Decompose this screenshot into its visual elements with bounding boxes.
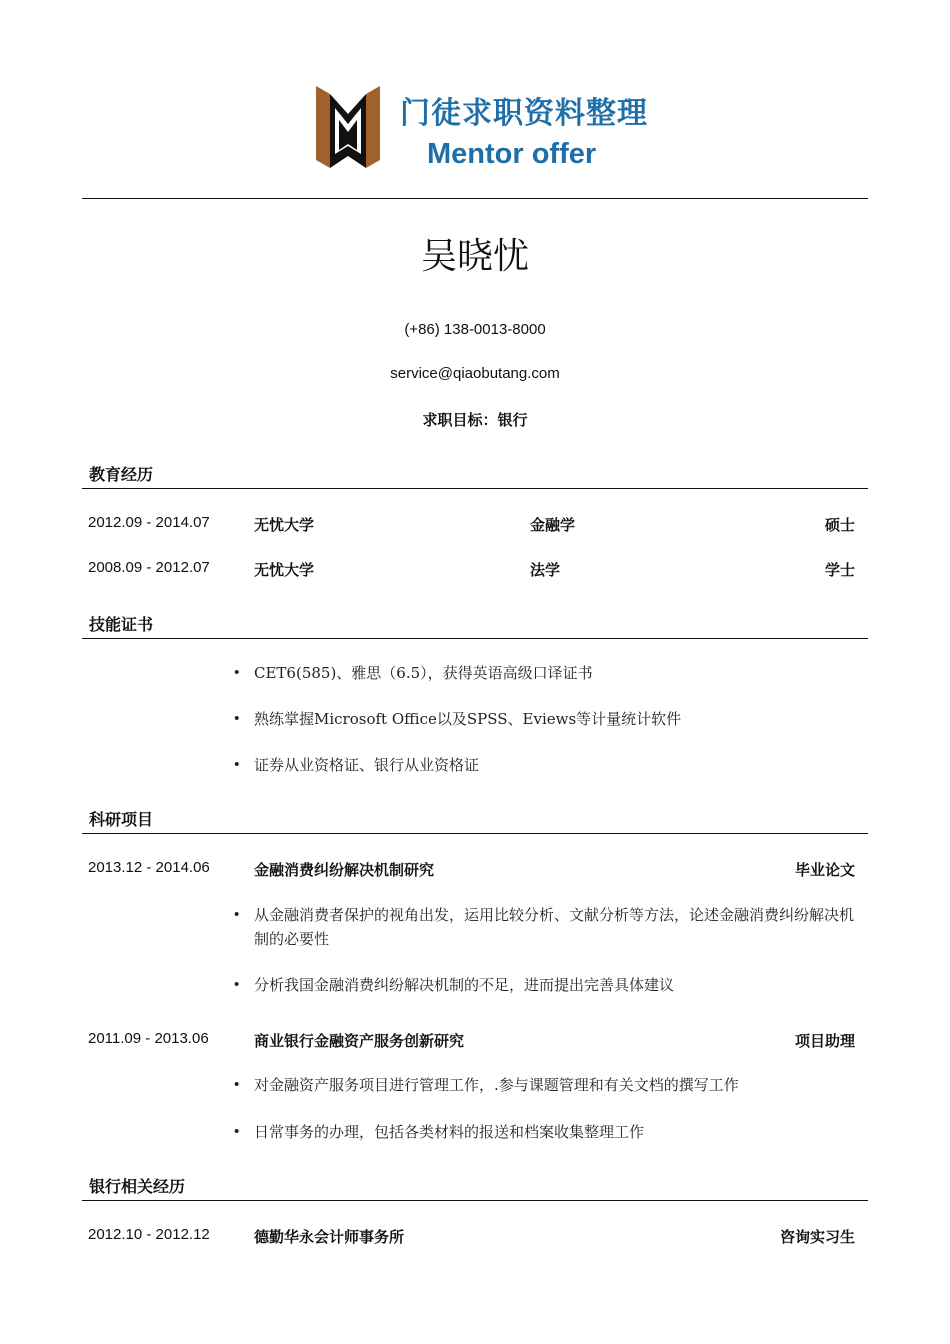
bullet-icon: •: [234, 710, 240, 727]
education-degree: 学士: [824, 561, 855, 579]
skill-item: • CET6(585)、雅思（6.5），获得英语高级口译证书: [234, 661, 864, 685]
education-date: 2008.09 - 2012.07: [88, 559, 210, 576]
education-major: 法学: [530, 561, 561, 579]
experience-date: 2012.10 - 2012.12: [88, 1226, 210, 1243]
logo-english-text: Mentor offer: [427, 138, 597, 170]
project-name: 商业银行金融资产服务创新研究: [254, 1032, 465, 1050]
bullet-icon: •: [234, 664, 240, 681]
section-divider: [82, 638, 868, 639]
email-address: service@qiaobutang.com: [390, 365, 560, 382]
section-divider: [82, 488, 868, 489]
logo-chinese-text: 门徒求职资料整理: [400, 97, 648, 130]
bullet-icon: •: [234, 756, 240, 773]
section-title: 银行相关经历: [89, 1177, 186, 1196]
section-title: 技能证书: [89, 615, 154, 634]
project-date: 2011.09 - 2013.06: [88, 1030, 209, 1047]
education-school: 无忧大学: [254, 561, 315, 579]
skill-item: • 熟练掌握Microsoft Office以及SPSS、Eviews等计量统计软件: [234, 707, 864, 731]
candidate-name: 吴晓忧: [420, 236, 529, 277]
project-bullet: • 分析我国金融消费纠纷解决机制的不足，进而提出完善具体建议: [234, 973, 864, 997]
mentor-logo-mark: [314, 84, 384, 176]
project-role: 项目助理: [794, 1032, 855, 1050]
project-date: 2013.12 - 2014.06: [88, 859, 210, 876]
project-bullet: • 从金融消费者保护的视角出发，运用比较分析、文献分析等方法，论述金融消费纠纷解决机制的必要性: [234, 903, 864, 951]
project-bullet: • 对金融资产服务项目进行管理工作，.参与课题管理和有关文档的撰写工作: [234, 1073, 864, 1097]
skill-item: • 证券从业资格证、银行从业资格证: [234, 753, 864, 777]
bank-section-header: [82, 1174, 868, 1201]
bullet-icon: •: [234, 906, 240, 923]
bullet-icon: •: [234, 976, 240, 993]
header-divider: [82, 198, 868, 199]
project-name: 金融消费纠纷解决机制研究: [254, 861, 435, 879]
logo: [314, 84, 648, 176]
experience-org: 德勤华永会计师事务所: [254, 1228, 405, 1246]
section-title: 科研项目: [89, 810, 154, 829]
skills-section-header: [82, 612, 868, 639]
research-section-header: [82, 807, 868, 834]
job-objective: 求职目标：银行: [422, 411, 528, 429]
section-divider: [82, 833, 868, 834]
phone-number: (+86) 138-0013-8000: [404, 321, 546, 338]
education-degree: 硕士: [824, 516, 855, 534]
education-school: 无忧大学: [254, 516, 315, 534]
project-role: 毕业论文: [794, 861, 855, 879]
education-date: 2012.09 - 2014.07: [88, 514, 210, 531]
experience-role: 咨询实习生: [779, 1228, 855, 1246]
education-section-header: [82, 462, 868, 489]
bullet-icon: •: [234, 1123, 240, 1140]
project-bullet: • 日常事务的办理，包括各类材料的报送和档案收集整理工作: [234, 1120, 864, 1144]
education-major: 金融学: [530, 516, 576, 534]
section-divider: [82, 1200, 868, 1201]
bullet-icon: •: [234, 1076, 240, 1093]
section-title: 教育经历: [89, 465, 154, 484]
